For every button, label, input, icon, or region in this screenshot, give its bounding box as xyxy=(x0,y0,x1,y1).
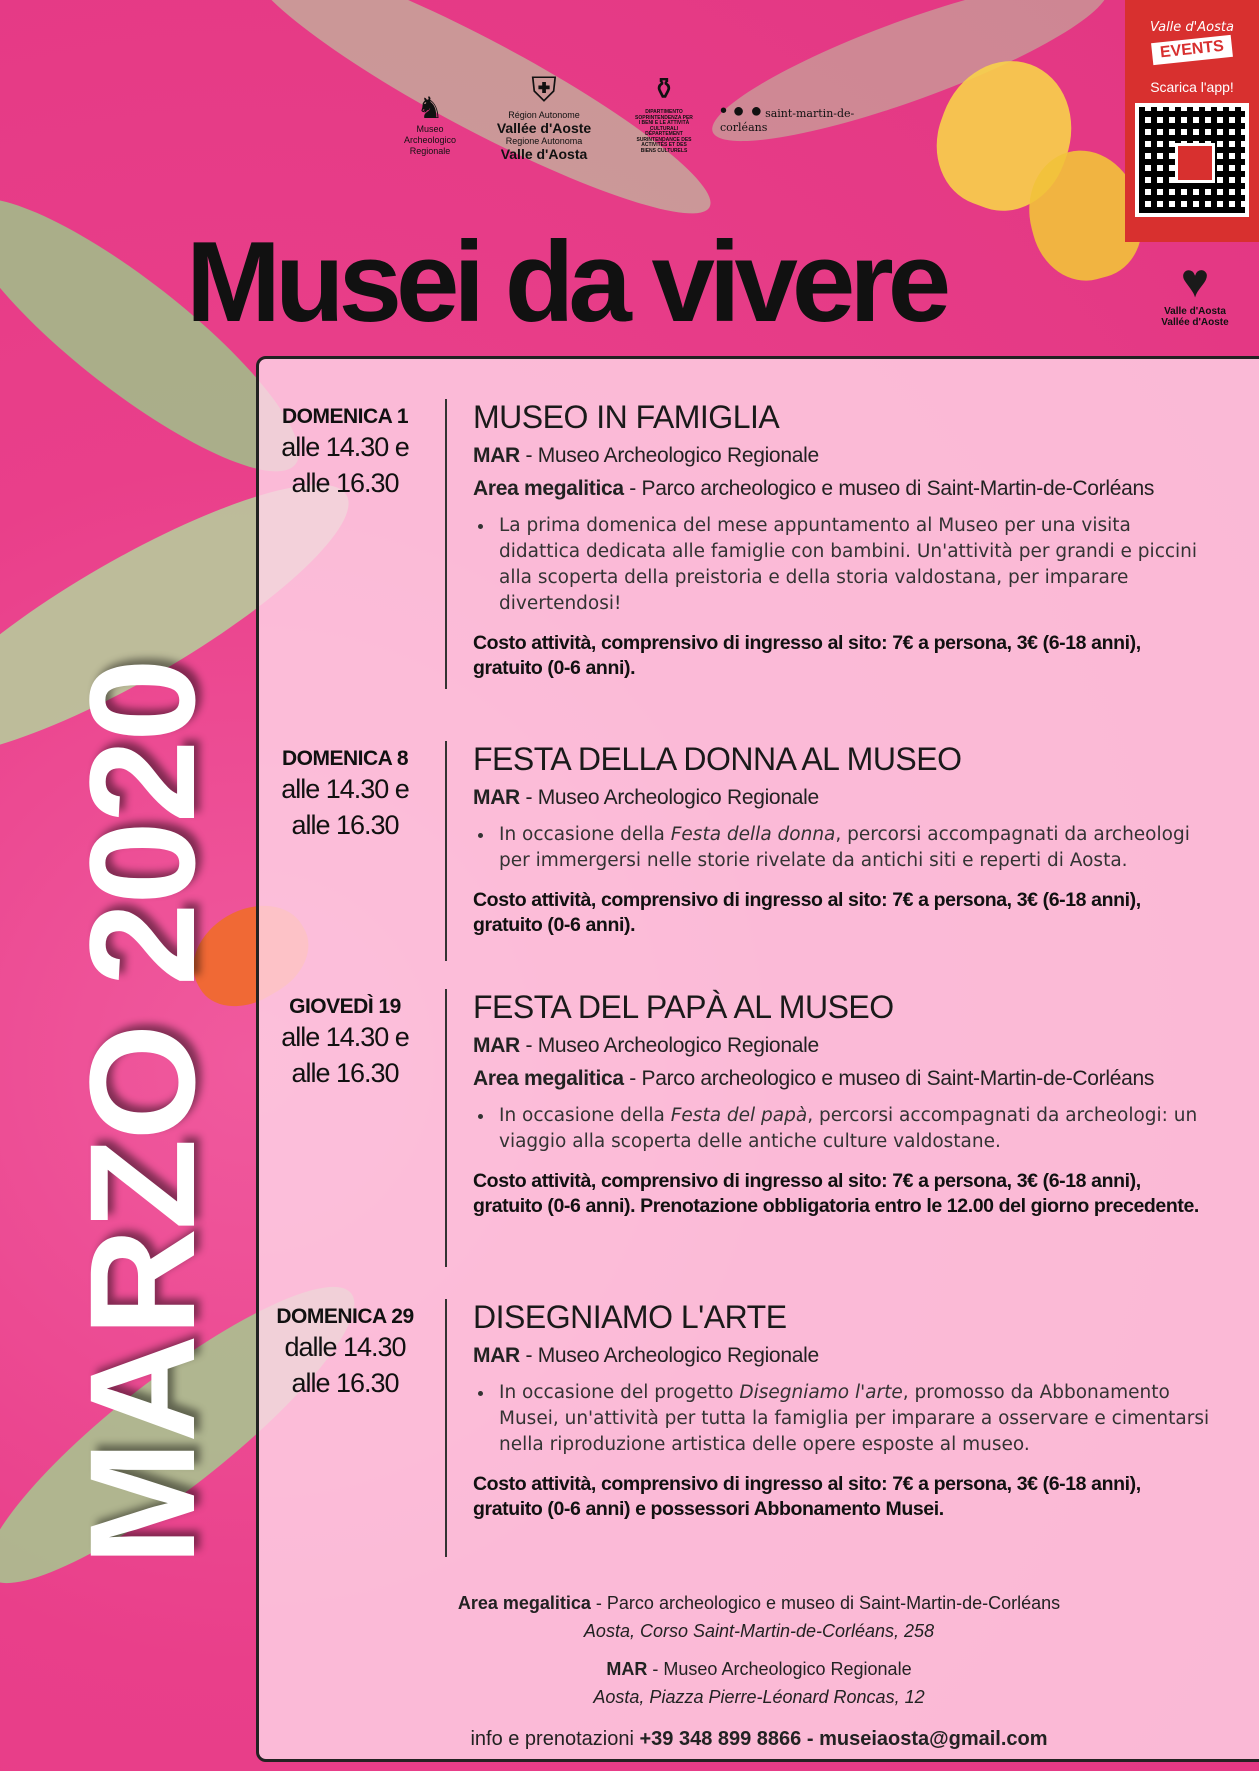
dots-icon: • ● ● xyxy=(720,100,763,122)
event-title: FESTA DELLA DONNA AL MUSEO xyxy=(473,741,962,777)
event-description: • La prima domenica del mese appuntamento al Museo per una visita didattica dedicata alle famiglie con bambini. Un'attività per grandi e piccini alla scoperta della preistoria e della storia valdostana, per imparare divertendosi! xyxy=(473,513,1213,617)
event-location: MAR - Museo Archeologico Regionale xyxy=(473,444,819,467)
event-location: MAR - Museo Archeologico Regionale xyxy=(473,786,819,809)
event-cost: Costo attività, comprensivo di ingresso al sito: 7€ a persona, 3€ (6-18 anni), gratuito (0-6 anni). xyxy=(473,889,1141,936)
event-content xyxy=(473,1299,1213,1522)
events-panel xyxy=(256,356,1259,1762)
museo-logo: ♞ Museo Archeologico Regionale xyxy=(390,94,470,157)
event-date: DOMENICA 29 dalle 14.30 alle 16.30 xyxy=(276,1305,414,1398)
event-location: Area megalitica - Parco archeologico e museo di Saint-Martin-de-Corléans xyxy=(473,477,1155,500)
footer xyxy=(259,1589,1259,1753)
column-icon: ⚱ xyxy=(651,73,677,106)
site-1: Area megalitica - Parco archeologico e museo di Saint-Martin-de-Corléans xyxy=(457,1593,1061,1613)
event-content xyxy=(473,989,1213,1219)
horse-icon: ♞ xyxy=(416,92,444,125)
event-date: GIOVEDÌ 19 alle 14.30 e alle 16.30 xyxy=(281,995,409,1088)
event-location: MAR - Museo Archeologico Regionale xyxy=(473,1034,819,1057)
divider xyxy=(445,741,447,961)
dipartimento-logo: ⚱ DIPARTIMENTO SOPRINTENDENZA PER I BENI E LE ATTIVITÀ CULTURALI DÉPARTEMENT SURINTENDANCE DES ACTIVITÉS ET DES BIENS CULTURELS xyxy=(634,70,694,154)
event-cost: Costo attività, comprensivo di ingresso al sito: 7€ a persona, 3€ (6-18 anni), gratuito (0-6 anni). xyxy=(473,632,1141,679)
event-date: DOMENICA 8 alle 14.30 e alle 16.30 xyxy=(281,747,409,840)
site-1-address: Aosta, Corso Saint-Martin-de-Corléans, 258 xyxy=(583,1621,935,1641)
event-location: Area megalitica - Parco archeologico e museo di Saint-Martin-de-Corléans xyxy=(473,1067,1155,1090)
heart-icon: ♥ xyxy=(1180,255,1210,308)
events-region-label: Valle d'Aosta xyxy=(1150,20,1234,35)
event-content xyxy=(473,399,1213,681)
download-app-label: Scarica l'app! xyxy=(1150,79,1234,95)
heart-logo: ♥ Valle d'Aosta Vallée d'Aoste xyxy=(1157,258,1233,328)
divider xyxy=(445,989,447,1267)
page-title: Musei da vivere xyxy=(186,219,946,346)
event-cost: Costo attività, comprensivo di ingresso al sito: 7€ a persona, 3€ (6-18 anni), gratuito (0-6 anni). Prenotazione obbligatoria entro le 12.00 del giorno precedente. xyxy=(473,1170,1199,1217)
event-date: DOMENICA 1 alle 14.30 e alle 16.30 xyxy=(281,405,409,498)
event-description: • In occasione della Festa della donna, percorsi accompagnati da archeologi per immergersi nelle storie rivelate da antichi siti e reperti di Aosta. xyxy=(473,822,1213,874)
partner-logos xyxy=(390,70,890,190)
event-description: • In occasione del progetto Disegniamo l'arte, promosso da Abbonamento Musei, un'attività per tutta la famiglia per imparare a osservare e cimentarsi nella riproduzione artistica delle opere esposte al museo. xyxy=(473,1380,1213,1458)
contact-info[interactable]: info e prenotazioni +39 348 899 8866 - museiaosta@gmail.com xyxy=(470,1728,1048,1750)
event-location: MAR - Museo Archeologico Regionale xyxy=(473,1344,819,1367)
event-description: • In occasione della Festa del papà, percorsi accompagnati da archeologi: un viaggio alla scoperta delle antiche culture valdostane. xyxy=(473,1103,1213,1155)
events-app-badge[interactable] xyxy=(1125,0,1259,242)
event-title: MUSEO IN FAMIGLIA xyxy=(473,399,780,435)
event-cost: Costo attività, comprensivo di ingresso al sito: 7€ a persona, 3€ (6-18 anni), gratuito (0-6 anni) e possessori Abbonamento Musei. xyxy=(473,1473,1141,1520)
site-2-address: Aosta, Piazza Pierre-Léonard Roncas, 12 xyxy=(593,1687,925,1707)
events-brand: EVENTS xyxy=(1151,35,1233,65)
event-content xyxy=(473,741,1213,938)
site-2: MAR - Museo Archeologico Regionale xyxy=(606,1659,912,1679)
qr-code-icon[interactable] xyxy=(1135,103,1249,217)
month-label: MARZO 2020 xyxy=(58,660,226,1566)
event-title: FESTA DEL PAPÀ AL MUSEO xyxy=(473,989,894,1025)
region-logo: ⛨ Région Autonome Vallée d'Aoste Regione Autonoma Valle d'Aosta xyxy=(494,70,594,163)
event-title: DISEGNIAMO L'ARTE xyxy=(473,1299,787,1335)
coat-of-arms-icon: ⛨ xyxy=(531,71,557,109)
divider xyxy=(445,1299,447,1557)
divider xyxy=(445,399,447,689)
saint-martin-logo: • ● ● saint-martin-de-corléans xyxy=(720,100,855,134)
